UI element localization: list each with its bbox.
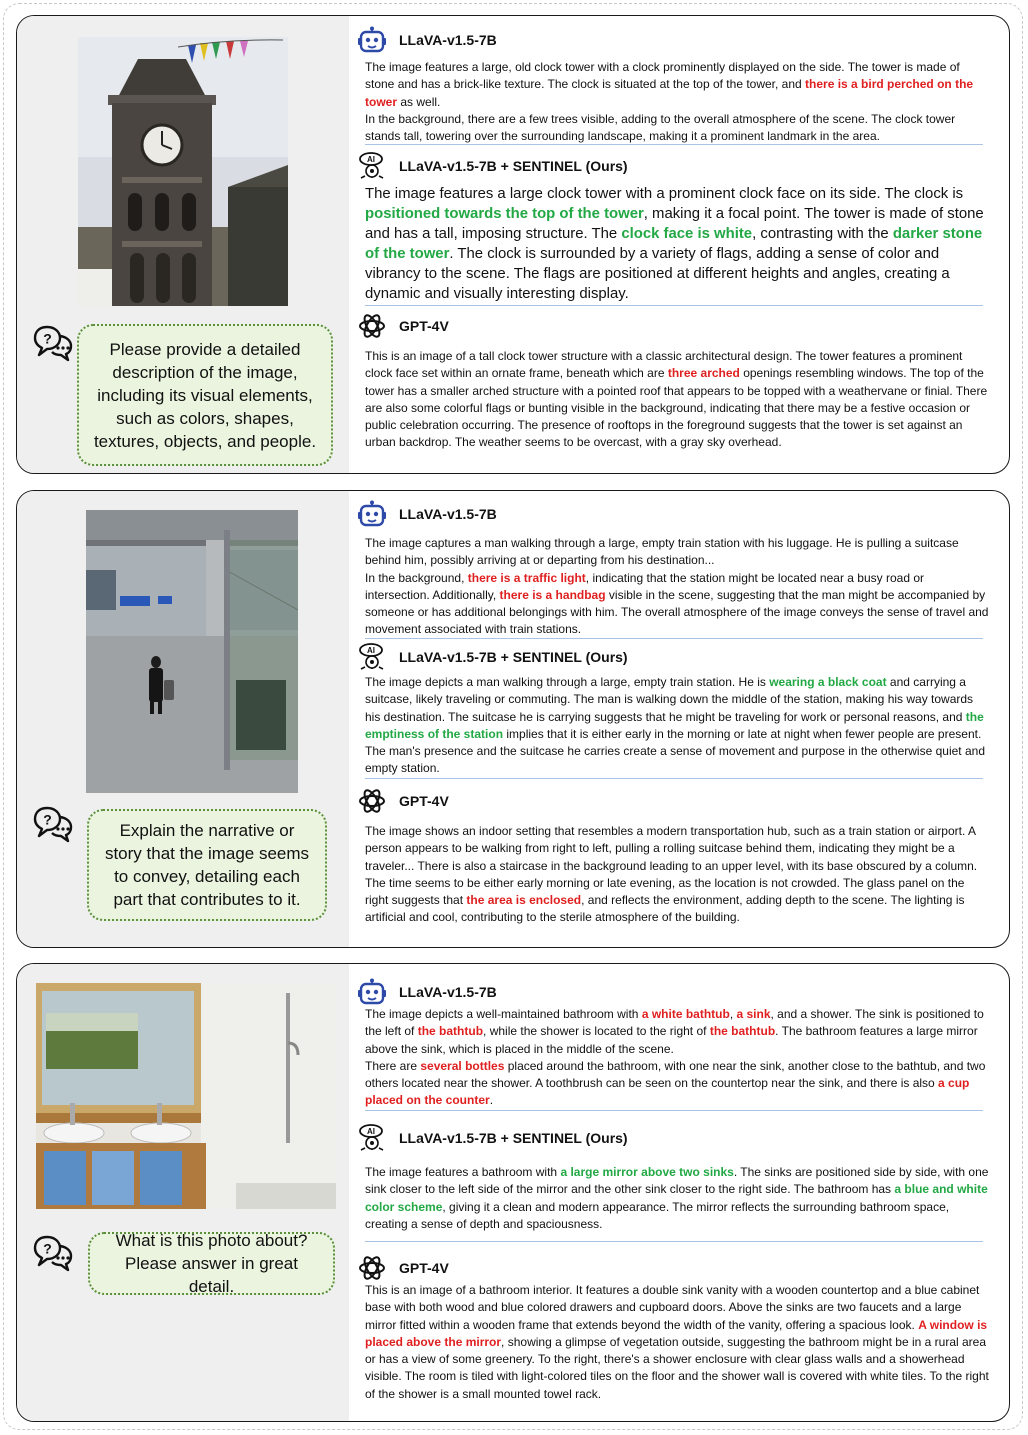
model-label-sentinel	[357, 152, 628, 180]
question-chat-icon	[33, 805, 73, 843]
model-name: LLaVA-v1.5-7B + SENTINEL (Ours)	[399, 1130, 628, 1146]
openai-logo-icon	[357, 787, 387, 815]
answer-text: In the background, there are a few trees visible, adding to the overall atmosphere of the scene. The clock tower stands tall, towering over the surrounding landscape, making it a prominent landmark in the area.	[365, 111, 956, 144]
answer-text: as well.	[397, 94, 441, 109]
question-chat-icon	[33, 324, 73, 362]
grounded-highlight: a large mirror above two sinks	[560, 1165, 734, 1179]
question-prompt: Explain the narrative or story that the image seems to convey, detailing each part that contributes to it.	[87, 809, 327, 921]
openai-logo-icon	[357, 1254, 387, 1282]
model-name: LLaVA-v1.5-7B + SENTINEL (Ours)	[399, 158, 628, 174]
hallucination-highlight: the bathtub	[417, 1024, 484, 1039]
grounded-highlight: clock face is white	[621, 226, 753, 242]
svg-text:AI: AI	[367, 155, 375, 164]
answer-text: , and a shower. The sink is positioned to the left of	[365, 1007, 984, 1039]
hallucination-highlight: three arched	[667, 366, 740, 381]
openai-logo-icon	[357, 312, 387, 340]
answer-text: There are	[365, 1058, 421, 1073]
llava-answer	[365, 59, 991, 145]
hallucination-highlight: there is a handbag	[499, 587, 606, 602]
model-label-gpt4v	[357, 312, 449, 340]
sentinel-answer	[365, 1164, 991, 1233]
answer-text: The image features a large clock tower with a prominent clock face on its side. The clock is	[365, 186, 964, 202]
bathroom-photo	[36, 983, 336, 1209]
answer-text: The image depicts a well-maintained bathroom with	[365, 1007, 642, 1021]
gpt4v-answer	[365, 348, 991, 452]
grounded-highlight: a blue and white color scheme	[365, 1182, 988, 1214]
question-column	[17, 491, 349, 947]
svg-text:?: ?	[43, 330, 52, 347]
grounded-highlight: darker stone of the tower	[365, 226, 983, 262]
model-name: LLaVA-v1.5-7B	[399, 506, 497, 522]
question-column	[17, 16, 349, 473]
model-name: LLaVA-v1.5-7B	[399, 984, 497, 1000]
answer-text: . The sinks are positioned side by side, with one sink closer to the left side of the mirror and the other sink closer to the right side. The bathroom has	[365, 1165, 989, 1197]
hallucination-highlight: the area is enclosed	[466, 893, 582, 908]
ai-brain-icon	[357, 643, 387, 671]
question-prompt: What is this photo about? Please answer in great detail.	[88, 1232, 335, 1295]
ai-brain-icon	[357, 152, 387, 180]
hallucination-highlight: there is a bird perched on the tower	[365, 77, 974, 109]
answer-text: This is an image of a bathroom interior. It features a double sink vanity with a wooden countertop and a blue cabinet base with both wood and blue colored drawers and cupboard doors. Above the sinks are two faucets and a large mirror fitted within a wooden frame that extends beyond the width of the vanity, offering a spacious look.	[365, 1283, 980, 1332]
train-station-photo	[86, 510, 298, 793]
model-name: GPT-4V	[399, 1260, 449, 1276]
answer-text: openings resembling windows. The top of the tower has a smaller arched structure with a pointed roof that appears to be topped with a weathervane or finial. There are also some colorful flags or bunting visible in the background, indicating that there may be a festive occasion or public celebration occurring. The presence of rooftops in the foreground suggests that the tower is set against an urban backdrop. The weather seems to be overcast, with a gray sky overhead.	[365, 366, 988, 450]
sentinel-answer	[365, 184, 991, 304]
example-panel-clock-tower	[16, 15, 1010, 474]
hallucination-highlight: several bottles	[420, 1058, 505, 1073]
model-label-llava	[357, 500, 497, 528]
separator	[365, 1110, 983, 1111]
model-name: GPT-4V	[399, 793, 449, 809]
answer-text: The image captures a man walking through a large, empty train station with his luggage. He is pulling a suitcase behind him, possibly arriving at or departing from his destination...	[365, 536, 959, 568]
grounded-highlight: wearing a black coat	[769, 675, 887, 689]
gpt4v-answer	[365, 823, 991, 927]
answer-text: implies that it is either early in the morning or late at night when fewer people are present. The man's presence and the suitcase he carries create a sense of movement and purpose in the otherwise quiet and empty station.	[365, 726, 985, 776]
answer-text: This is an image of a tall clock tower structure with a classic architectural design. The tower features a prominent clock face set within an ornate frame, beneath which are	[365, 349, 963, 381]
hallucination-highlight: the bathtub	[709, 1024, 776, 1039]
answer-text: placed around the bathroom, with one near the sink, another close to the bathtub, and two others located near the shower. A toothbrush can be seen on the countertop near the sink, and there is also	[365, 1058, 986, 1091]
grounded-highlight: positioned towards the top of the tower	[365, 206, 644, 222]
answer-text: , making it a focal point. The tower is made of stone and has a tall, imposing structure. The	[365, 206, 984, 242]
separator	[365, 778, 983, 779]
answer-text: In the background,	[365, 570, 468, 585]
svg-text:?: ?	[43, 811, 52, 828]
model-label-llava	[357, 26, 497, 54]
answer-text: The image shows an indoor setting that resembles a modern transportation hub, such as a train station or airport. A person appears to be walking from right to left, pulling a rolling suitcase behind them, indicating they might be a traveler... There is also a staircase in the background leading to an upper level, with its base obscured by a column. The time seems to be either early morning or late evening, as the location is not crowded. The glass panel on the right suggests that	[365, 824, 978, 908]
model-label-llava	[357, 978, 497, 1006]
answer-column	[349, 16, 1009, 473]
answer-text: . The bathroom features a large mirror above the sink, which is placed in the middle of the scene.	[365, 1024, 978, 1056]
example-panel-train-station	[16, 490, 1010, 948]
answer-text: . The clock is surrounded by a variety of flags, adding a sense of color and vibrancy to the scene. The flags are positioned at different heights and angles, creating a dynamic and visually interesting display.	[365, 246, 950, 302]
answer-text: The image features a large, old clock tower with a clock prominently displayed on the side. The tower is made of stone and has a brick-like texture. The clock is situated at the top of the tower, and	[365, 60, 960, 92]
question-column	[17, 964, 349, 1421]
answer-text: The image features a bathroom with	[365, 1165, 561, 1179]
sentinel-answer	[365, 674, 991, 778]
hallucination-highlight: a cup placed on the counter	[365, 1076, 970, 1108]
model-label-sentinel	[357, 1124, 628, 1152]
answer-text: visible in the scene, suggesting that the man might be accompanied by someone or has additional belongings with him. The overall atmosphere of the image conveys the sense of travel and movement associated with train stations.	[365, 587, 989, 637]
answer-text: , and reflects the environment, adding depth to the scene. The lighting is artificial and cool, contributing to the sterile atmosphere of the building.	[365, 893, 965, 925]
llava-answer	[365, 535, 991, 639]
llava-answer	[365, 1006, 991, 1110]
robot-icon	[357, 978, 387, 1006]
separator	[365, 1241, 983, 1242]
robot-icon	[357, 26, 387, 54]
robot-icon	[357, 500, 387, 528]
svg-text:AI: AI	[367, 1127, 375, 1136]
model-label-gpt4v	[357, 1254, 449, 1282]
hallucination-highlight: A window is placed above the mirror	[365, 1317, 988, 1349]
example-panel-bathroom	[16, 963, 1010, 1422]
clock-tower-photo	[78, 37, 288, 306]
answer-text: , indicating that the station might be located near a busy road or intersection. Additionally,	[365, 570, 924, 602]
answer-text: .	[489, 1093, 494, 1108]
model-name: LLaVA-v1.5-7B	[399, 32, 497, 48]
gpt4v-answer	[365, 1282, 991, 1403]
answer-text: , contrasting with the	[752, 226, 893, 242]
answer-text: , giving it a clean and modern appearance. The mirror reflects the surrounding bathroom space, creating a sense of depth and spaciousness.	[365, 1199, 950, 1231]
model-name: GPT-4V	[399, 318, 449, 334]
separator	[365, 305, 983, 306]
separator	[365, 144, 983, 145]
hallucination-highlight: a sink	[736, 1007, 771, 1021]
model-label-sentinel	[357, 643, 628, 671]
svg-text:?: ?	[43, 1240, 52, 1257]
question-prompt: Please provide a detailed description of the image, including its visual elements, such as colors, shapes, textures, objects, and people.	[77, 324, 333, 466]
answer-column	[349, 491, 1009, 947]
model-label-gpt4v	[357, 787, 449, 815]
answer-column	[349, 964, 1009, 1421]
hallucination-highlight: there is a traffic light	[467, 570, 586, 585]
ai-brain-icon	[357, 1124, 387, 1152]
answer-text: The image depicts a man walking through a large, empty train station. He is	[365, 675, 770, 689]
answer-text: , showing a glimpse of vegetation outside, suggesting the bathroom might be in a rural area or has a view of some greenery. To the right, there's a shower enclosure with clear glass walls and a showerhead visible. The room is tiled with light-colored tiles on the floor and the shower wall is covered with white tiles. To the right of the shower is a small mounted towel rack.	[365, 1334, 989, 1401]
question-chat-icon	[33, 1234, 73, 1272]
grounded-highlight: the emptiness of the station	[365, 709, 984, 741]
separator	[365, 638, 983, 639]
answer-text: ,	[729, 1007, 737, 1021]
hallucination-highlight: a white bathtub	[641, 1007, 730, 1021]
answer-text: and carrying a suitcase, likely traveling or commuting. The man is walking down the middle of the station, making his way towards his destination. The suitcase he is carrying suggests that he might be traveling for work or personal reasons, and	[365, 675, 974, 724]
model-name: LLaVA-v1.5-7B + SENTINEL (Ours)	[399, 649, 628, 665]
answer-text: , while the shower is located to the right of	[483, 1024, 710, 1039]
svg-text:AI: AI	[367, 646, 375, 655]
